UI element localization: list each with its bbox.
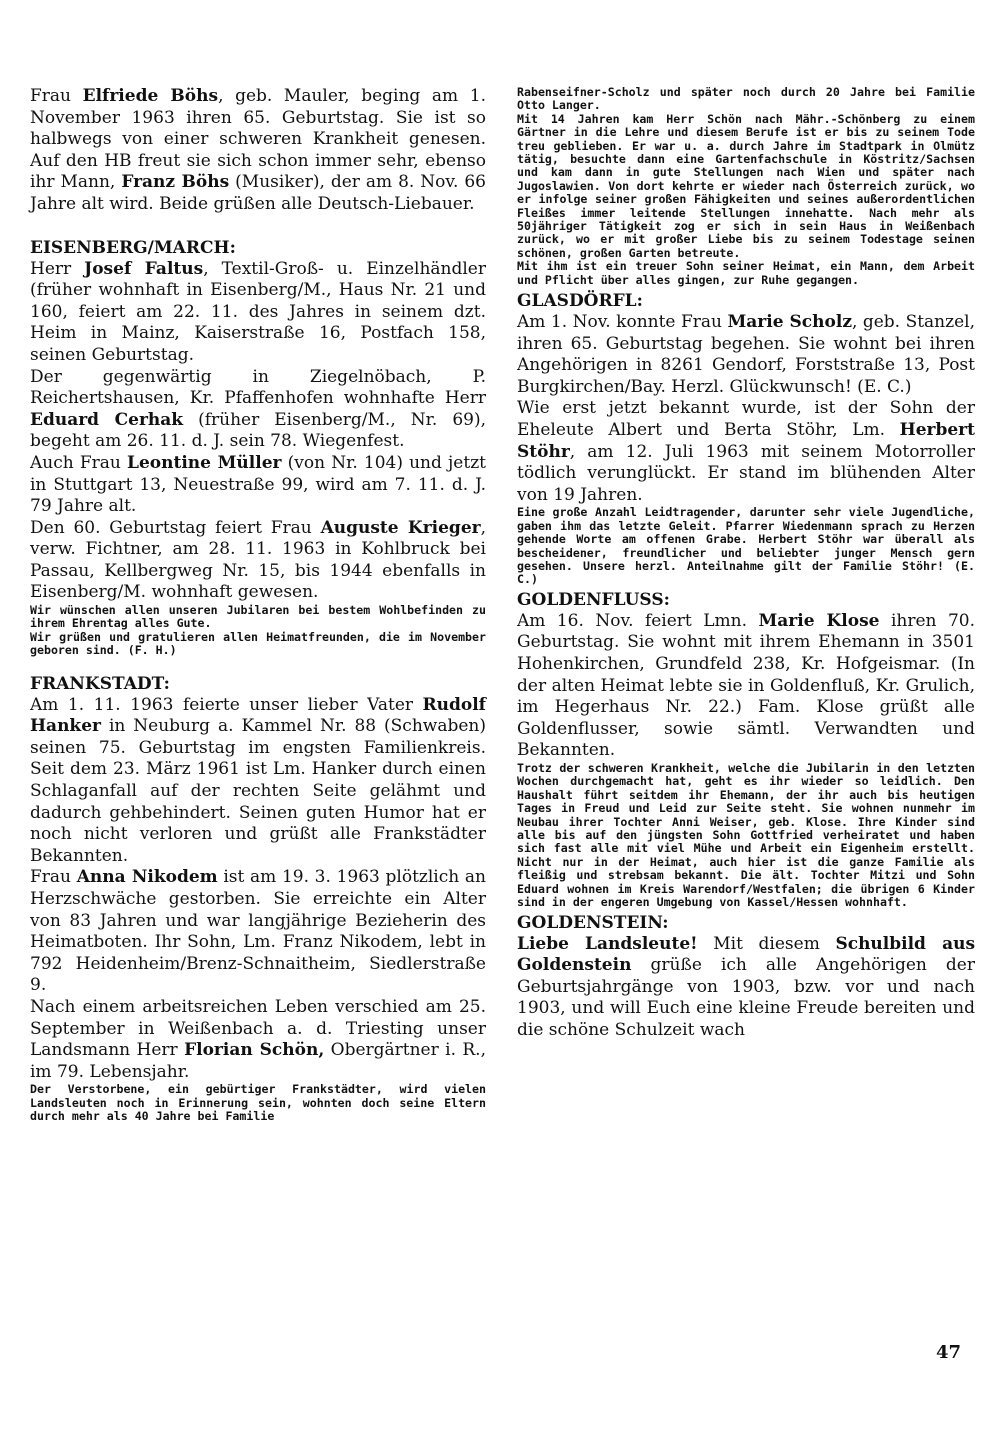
paragraph-continuation-2: Mit 14 Jahren kam Herr Schön nach Mähr.-Schönberg zu einem Gärtner in die Lehre und diesem Berufe ist er bis zu seinem Tode treu geblieben. Er war u. a. durch Jahre im Stadtpark in Olmütz tätig, besuchte dann eine Gartenfachschule in Köstritz/Sachsen und kam dann in gute Stellungen nach Wien und später nach Jugoslawien. Von dort kehrte er wieder nach Österreich zurück, wo er infolge seiner großen Fähigkeiten und seines außerordentlichen Fleißes immer leitende Stellungen innehatte. Nach mehr als 50jähriger Tätigkeit zog er sich in sein Haus in Weißenbach zurück, wo er mit großer Liebe bis zu seinem Todestage seinen schönen, großen Garten betreute. xyxy=(517,111,975,260)
heading-frankstadt: FRANKSTADT: xyxy=(30,673,170,694)
heading-goldenstein: GOLDENSTEIN: xyxy=(517,912,669,933)
paragraph-faltus: Herr Josef Faltus, Textil-Groß- u. Einzelhändler (früher wohnhaft in Eisenberg/M., Haus Nr. 21 und 160, feiert am 22. 11. des Jahres in seinem dzt. Heim in Mainz, Kaiserstraße 16, Postfach 158, seinen Geburtstag. xyxy=(30,258,486,365)
paragraph-krieger: Den 60. Geburtstag feiert Frau Auguste Krieger, verw. Fichtner, am 28. 11. 1963 in Kohlbruck bei Passau, Kellbergweg Nr. 15, bis 1944 ebenfalls in Eisenberg/M. wohnhaft gewesen. xyxy=(30,517,486,603)
heading-eisenberg: EISENBERG/MARCH: xyxy=(30,237,236,258)
paragraph-continuation-1: Rabenseifner-Scholz und später noch durch 20 Jahre bei Familie Otto Langer. xyxy=(517,85,975,113)
paragraph-stoehr: Wie erst jetzt bekannt wurde, ist der Sohn der Eheleute Albert und Berta Stöhr, Lm. Herbert Stöhr, am 12. Juli 1963 mit seinem Motorroller tödlich verunglückt. Er stand im blühenden Alter von 19 Jahren. xyxy=(517,398,975,505)
paragraph-scholz: Am 1. Nov. konnte Frau Marie Scholz, geb. Stanzel, ihren 65. Geburtstag begehen. Sie wohnt bei ihren Angehörigen in 8261 Gendorf, Forststraße 13, Post Burgkirchen/Bay. Herzl. Glückwunsch! (E. C.) xyxy=(517,312,975,397)
paragraph-nikodem: Frau Anna Nikodem ist am 19. 3. 1963 plötzlich an Herzschwäche gestorben. Sie erreichte ein Alter von 83 Jahren und war langjährige Bezieherin des Heimatboten. Ihr Sohn, Lm. Franz Nikodem, lebt in 792 Heidenheim/Brenz-Schnaitheim, Siedlerstraße 9. xyxy=(30,867,486,996)
paragraph-wuensche: Wir wünschen allen unseren Jubilaren bei bestem Wohlbefinden zu ihrem Ehrentag alles Gute. xyxy=(30,603,486,631)
heading-glasdoerfl: GLASDÖRFL: xyxy=(517,291,643,312)
paragraph-schoen: Nach einem arbeitsreichen Leben verschied am 25. September in Weißenbach a. d. Triesting unser Landsmann Herr Florian Schön, Obergärtner i. R., im 79. Lebensjahr. xyxy=(30,997,486,1082)
paragraph-klose: Am 16. Nov. feiert Lmn. Marie Klose ihren 70. Geburtstag. Sie wohnt mit ihrem Ehemann in 3501 Hohenkirchen, Grundfeld 238, Kr. Hofgeismar. (In der alten Heimat lebte sie in Goldenfluß, Kr. Grulich, im Hegerhaus Nr. 22.) Fam. Klose grüßt alle Goldenflusser, sowie sämtl. Verwandten und Bekannten. xyxy=(517,610,975,761)
paragraph-mueller: Auch Frau Leontine Müller (von Nr. 104) und jetzt in Stuttgart 13, Neuestraße 99, wird am 7. 11. d. J. 79 Jahre alt. xyxy=(30,452,486,517)
paragraph-klose-small: Trotz der schweren Krankheit, welche die Jubilarin in den letzten Wochen durchgemacht hat, geht es ihr wieder so leidlich. Den Haushalt führt seitdem ihr Ehemann, der ihr auch bis heutigen Tages in Freud und Leid zur Seite steht. Sie wohnen nunmehr im Neubau ihrer Tochter Anni Weiser, geb. Klose. Ihre Kinder sind alle bis auf den jüngsten Sohn Gottfried verheiratet und haben sich fast alle mit viel Mühe und Arbeit ein Eigenheim erstellt. Nicht nur in der Heimat, auch hier ist die ganze Familie als fleißig und strebsam bekannt. Die ält. Tochter Mitzi und Sohn Eduard wohnen im Kreis Warendorf/Westfalen; die übrigen 6 Kinder sind in der engeren Umgebung von Kassel/Hessen wohnhaft. xyxy=(517,761,975,910)
paragraph-gruessen: Wir grüßen und gratulieren allen Heimatfreunden, die im November geboren sind. (F. H.) xyxy=(30,629,486,658)
paragraph-goldenstein: Liebe Landsleute! Mit diesem Schulbild aus Goldenstein grüße ich alle Angehörigen der Geburtsjahrgänge von 1903, bzw. vor und nach 1903, und will Euch eine kleine Freude bereiten und die schöne Schulzeit wach xyxy=(517,933,976,1040)
paragraph-continuation-3: Mit ihm ist ein treuer Sohn seiner Heimat, ein Mann, dem Arbeit und Pflicht über alles gingen, zur Ruhe gegangen. xyxy=(517,259,975,287)
paragraph-hanker: Am 1. 11. 1963 feierte unser lieber Vater Rudolf Hanker in Neuburg a. Kammel Nr. 88 (Schwaben) seinen 75. Geburtstag im engsten Familienkreis. Seit dem 23. März 1961 ist Lm. Hanker durch einen Schlaganfall auf der rechten Seite gelähmt und dadurch gehbehindert. Seinen guten Humor hat er noch nicht verloren und grüßt alle Frankstädter Bekannten. xyxy=(30,694,486,866)
page-number: 47 xyxy=(936,1342,962,1363)
heading-goldenfluss: GOLDENFLUSS: xyxy=(517,589,670,610)
paragraph-cerhak: Der gegenwärtig in Ziegelnöbach, P. Reichertshausen, Kr. Pfaffenhofen wohnhafte Herr Eduard Cerhak (früher Eisenberg/M., Nr. 69), begeht am 26. 11. d. J. sein 78. Wiegenfest. xyxy=(30,366,486,452)
left-column xyxy=(30,86,486,1124)
right-column xyxy=(517,86,975,1041)
paragraph-schoen-small: Der Verstorbene, ein gebürtiger Frankstädter, wird vielen Landsleuten noch in Erinnerung sein, wohnten doch seine Eltern durch mehr als 40 Jahre bei Familie xyxy=(30,1082,486,1124)
paragraph-stoehr-small: Eine große Anzahl Leidtragender, darunter sehr viele Jugendliche, gaben ihm das letzte Geleit. Pfarrer Wiedenmann sprach zu Herzen gehende Worte am offenen Grabe. Herbert Stöhr war überall als bescheidener, freundlicher und beliebter junger Mensch gern gesehen. Unsere herzl. Anteilnahme gilt der Familie Stöhr! (E. C.) xyxy=(517,505,975,587)
paragraph-boehs: Frau Elfriede Böhs, geb. Mauler, beging am 1. November 1963 ihren 65. Geburtstag. Sie ist so halbwegs von einer schweren Krankheit genesen. Auf den HB freut sie sich schon immer sehr, ebenso ihr Mann, Franz Böhs (Musiker), der am 8. Nov. 66 Jahre alt wird. Beide grüßen alle Deutsch-Liebauer. xyxy=(30,86,487,214)
